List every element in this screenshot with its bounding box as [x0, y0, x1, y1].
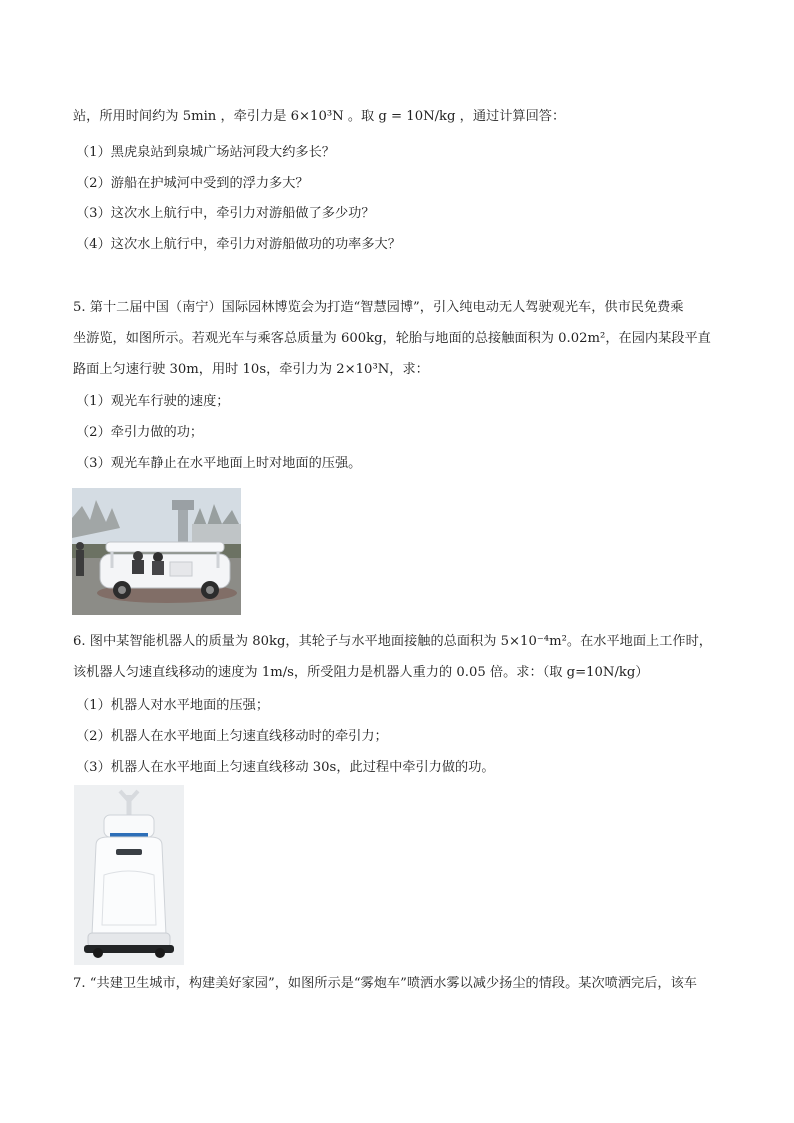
q5-subquestion-1: （1）观光车行驶的速度；: [76, 394, 230, 409]
q4-subquestion-4: （4）这次水上航行中，牵引力对游船做功的功率多大？: [76, 237, 401, 252]
robot-photo: [74, 785, 184, 965]
q4-subquestion-1: （1）黑虎泉站到泉城广场站河段大约多长？: [76, 145, 335, 160]
q4-subquestion-2: （2）游船在护城河中受到的浮力多大？: [76, 176, 309, 191]
q6-subquestion-1: （1）机器人对水平地面的压强；: [76, 698, 270, 713]
q6-subquestion-3: （3）机器人在水平地面上匀速直线移动 30s，此过程中牵引力做的功。: [76, 760, 495, 775]
q4-continuation-text: 站，所用时间约为 5min ，牵引力是 6×10³N 。取 g = 10N/kg ，通过计算回答：: [73, 109, 566, 124]
q5-text-line-3: 路面上匀速行驶 30m，用时 10s，牵引力为 2×10³N，求：: [73, 362, 429, 377]
q6-text-line-1: 6. 图中某智能机器人的质量为 80kg，其轮子与水平地面接触的总面积为 5×10⁻⁴m²。在水平地面上工作时，: [73, 634, 712, 649]
q7-text-line-1: 7. “共建卫生城市，构建美好家园”，如图所示是“雾炮车”喷洒水雾以减少扬尘的情段。某次喷洒完后，该车: [73, 976, 697, 991]
sightseeing-car-illustration: [72, 488, 241, 615]
q5-text-line-1: 5. 第十二届中国（南宁）国际园林博览会为打造“智慧园博”，引入纯电动无人驾驶观光车，供市民免费乘: [73, 300, 684, 315]
q6-text-line-2: 该机器人匀速直线移动的速度为 1m/s，所受阻力是机器人重力的 0.05 倍。求：（取 g=10N/kg）: [73, 665, 649, 680]
q5-text-line-2: 坐游览，如图所示。若观光车与乘客总质量为 600kg，轮胎与地面的总接触面积为 0.02m²，在园内某段平直: [73, 331, 711, 346]
robot-illustration: [74, 785, 184, 965]
q6-subquestion-2: （2）机器人在水平地面上匀速直线移动时的牵引力；: [76, 729, 388, 744]
q5-subquestion-2: （2）牵引力做的功；: [76, 425, 204, 440]
q5-subquestion-3: （3）观光车静止在水平地面上时对地面的压强。: [76, 456, 362, 471]
q4-subquestion-3: （3）这次水上航行中，牵引力对游船做了多少功？: [76, 206, 375, 221]
sightseeing-car-photo: [72, 488, 241, 615]
